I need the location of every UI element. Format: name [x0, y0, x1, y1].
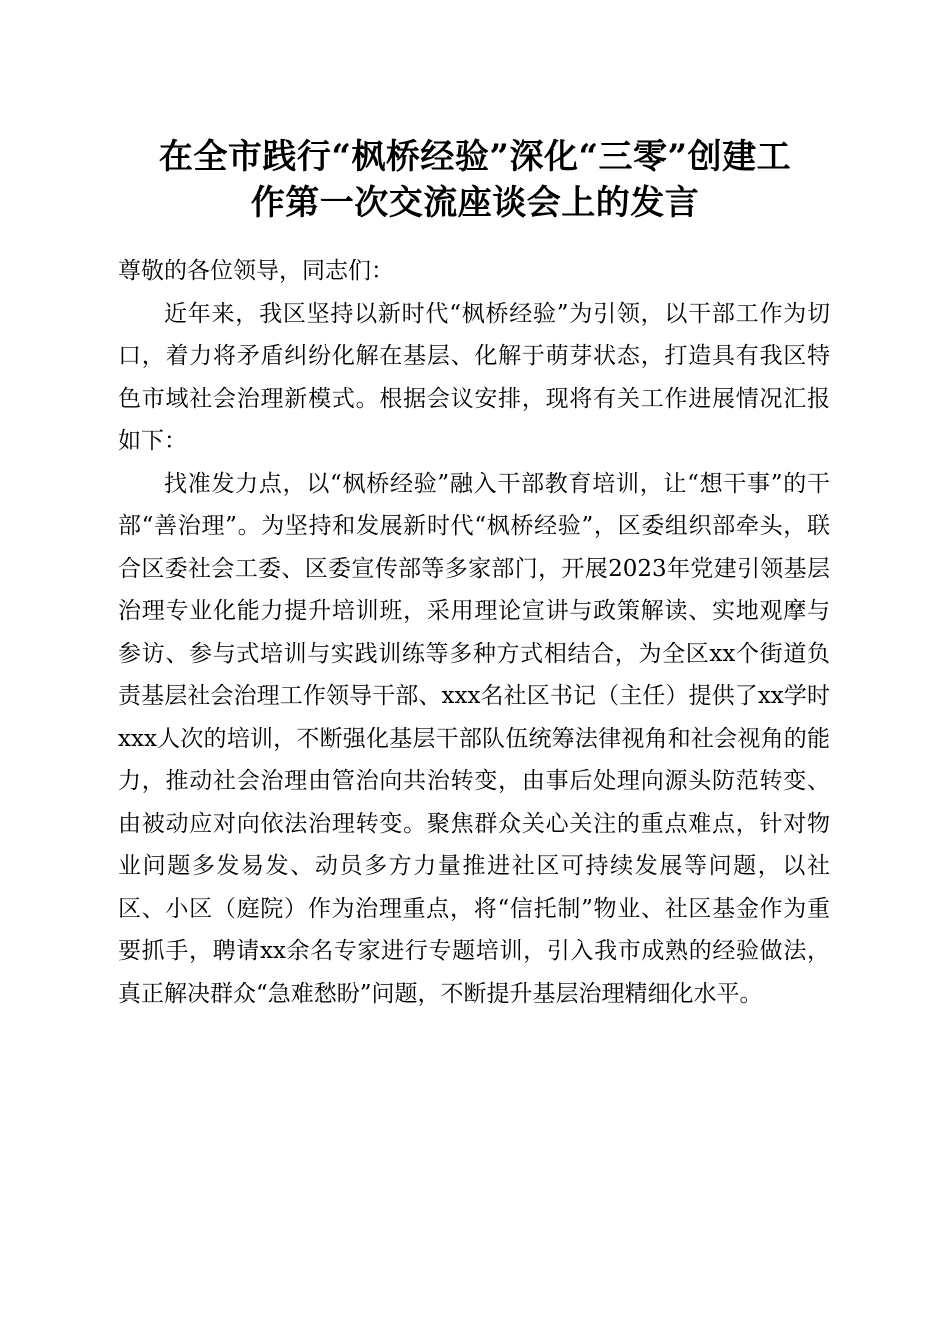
document-title: [110, 134, 840, 226]
paragraph-main: 找准发力点，以“枫桥经验”融入干部教育培训，让“想干事”的干部“善治理”。为坚持和发展新时代“枫桥经验”，区委组织部牵头，联合区委社会工委、区委宣传部等多家部门，开展2023年党建引领基层治理专业化能力提升培训班，采用理论宣讲与政策解读、实地观摩与参访、参与式培训与实践训练等多种方式相结合，为全区xx个街道负责基层社会治理工作领导干部、xxx名社区书记（主任）提供了xx学时xxx人次的培训，不断强化基层干部队伍统筹法律视角和社会视角的能力，推动社会治理由管治向共治转变，由事后处理向源头防范转变、由被动应对向依法治理转变。聚焦群众关心关注的重点难点，针对物业问题多发易发、动员多方力量推进社区可持续发展等问题，以社区、小区（庭院）作为治理重点，将“信托制”物业、社区基金作为重要抓手，聘请xx余名专家进行专题培训，引入我市成熟的经验做法，真正解决群众“急难愁盼”问题，不断提升基层治理精细化水平。: [118, 470, 830, 1007]
title-line-2: 作第一次交流座谈会上的发言: [250, 183, 700, 223]
title-line-1: 在全市践行“枫桥经验”深化“三零”创建工: [158, 137, 792, 177]
salutation: 尊敬的各位领导，同志们：: [118, 258, 394, 284]
document-body: [118, 250, 830, 1015]
paragraph-intro: 近年来，我区坚持以新时代“枫桥经验”为引领，以干部工作为切口，着力将矛盾纠纷化解在基层、化解于萌芽状态，打造具有我区特色市域社会治理新模式。根据会议安排，现将有关工作进展情况汇报如下：: [118, 300, 830, 454]
